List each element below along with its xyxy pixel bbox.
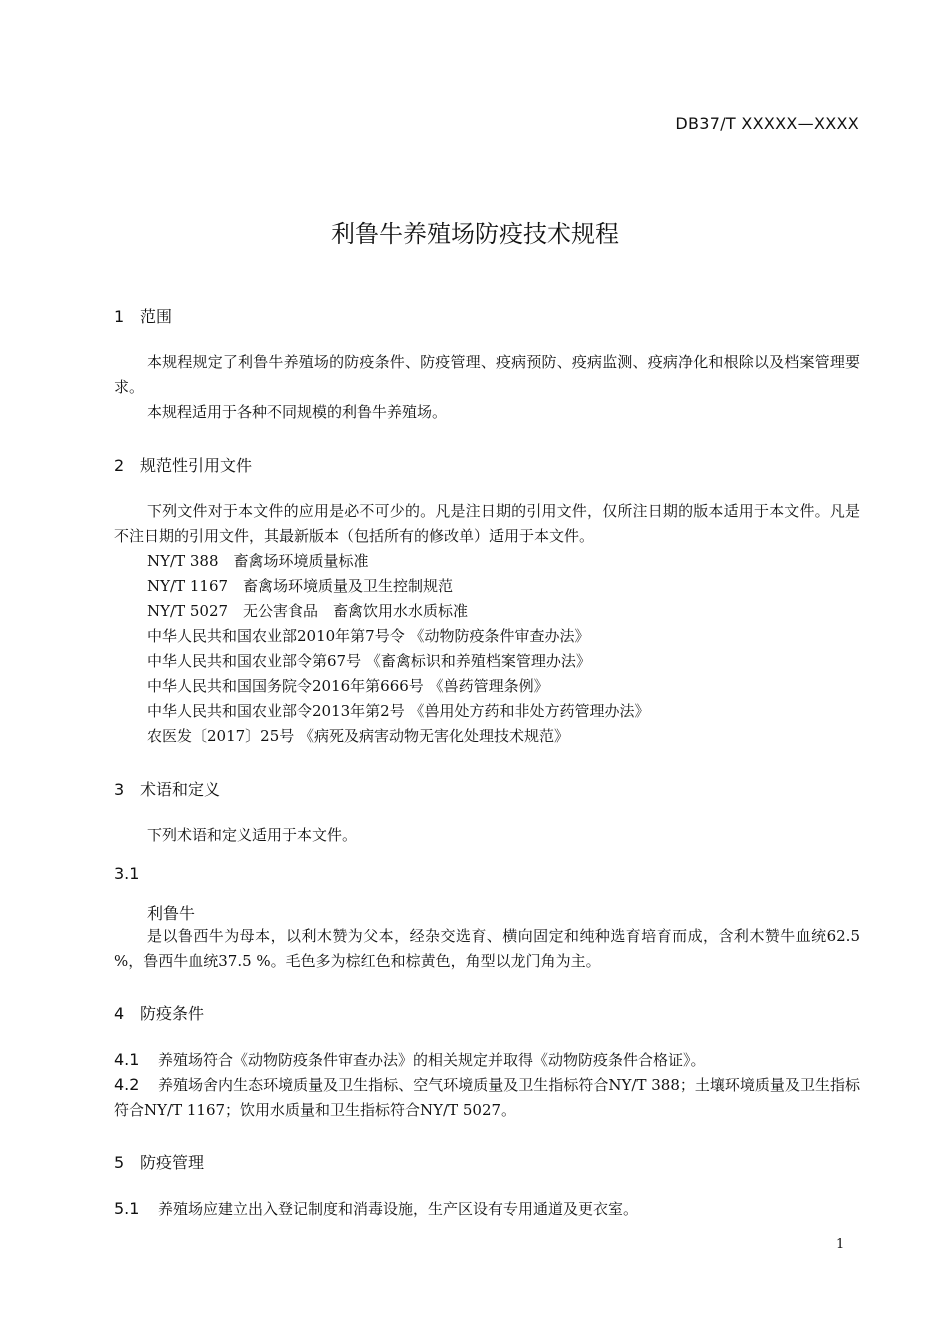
subsection-number: 3.1 xyxy=(114,864,140,883)
section-title: 范围 xyxy=(140,307,173,326)
section-title: 规范性引用文件 xyxy=(140,456,253,475)
clause-5-1 xyxy=(114,1196,860,1222)
section-number: 3 xyxy=(114,780,125,799)
clause-text: 养殖场符合《动物防疫条件审查办法》的相关规定并取得《动物防疫条件合格证》。 xyxy=(158,1051,706,1069)
paragraph: 本规程适用于各种不同规模的利鲁牛养殖场。 xyxy=(147,403,448,421)
paragraph: 下列文件对于本文件的应用是必不可少的。凡是注日期的引用文件，仅所注日期的版本适用于本文件。凡是不注日期的引用文件，其最新版本（包括所有的修改单）适用于本文件。 xyxy=(114,502,860,545)
reference-item: 中华人民共和国农业部2010年第7号令 《动物防疫条件审查办法》 xyxy=(147,627,590,645)
section-number: 4 xyxy=(114,1004,125,1023)
term-definition: 是以鲁西牛为母本，以利木赞为父本，经杂交选育、横向固定和纯种选育培育而成，含利木赞牛血统62.5 %，鲁西牛血统37.5 %。毛色多为棕红色和棕黄色，角型以龙门角为主。 xyxy=(114,927,860,970)
reference-item: 农医发〔2017〕25号 《病死及病害动物无害化处理技术规范》 xyxy=(147,727,570,745)
clause-number: 4.2 xyxy=(114,1075,140,1094)
section-number: 5 xyxy=(114,1153,125,1172)
document-number: DB37/T XXXXX—XXXX xyxy=(675,114,859,133)
section-title: 防疫管理 xyxy=(140,1153,205,1172)
clause-text: 养殖场舍内生态环境质量及卫生指标、空气环境质量及卫生指标符合NY/T 388；土壤环境质量及卫生指标符合NY/T 1167；饮用水质量和卫生指标符合NY/T 5027。 xyxy=(114,1076,860,1119)
section-heading-2 xyxy=(114,453,252,476)
section-heading-4 xyxy=(114,1001,204,1024)
paragraph: 下列术语和定义适用于本文件。 xyxy=(147,826,358,844)
section-heading-1 xyxy=(114,304,172,327)
term-name: 利鲁牛 xyxy=(147,904,196,923)
section-title: 防疫条件 xyxy=(140,1004,205,1023)
section-heading-3 xyxy=(114,777,220,800)
reference-item: NY/T 5027 无公害食品 畜禽饮用水水质标准 xyxy=(147,602,469,620)
section-number: 2 xyxy=(114,456,125,475)
clause-4-1 xyxy=(114,1047,860,1073)
clause-4-2 xyxy=(114,1072,860,1123)
section-title: 术语和定义 xyxy=(140,780,221,799)
clause-number: 4.1 xyxy=(114,1050,140,1069)
clause-text: 养殖场应建立出入登记制度和消毒设施，生产区设有专用通道及更衣室。 xyxy=(158,1200,639,1218)
section-heading-5 xyxy=(114,1150,204,1173)
reference-item: NY/T 388 畜禽场环境质量标准 xyxy=(147,552,369,570)
reference-item: 中华人民共和国国务院令2016年第666号 《兽药管理条例》 xyxy=(147,677,549,695)
section-number: 1 xyxy=(114,307,125,326)
page-title: 利鲁牛养殖场防疫技术规程 xyxy=(331,220,619,248)
reference-item: NY/T 1167 畜禽场环境质量及卫生控制规范 xyxy=(147,577,454,595)
reference-item: 中华人民共和国农业部令第67号 《畜禽标识和养殖档案管理办法》 xyxy=(147,652,591,670)
page-number: 1 xyxy=(836,1237,845,1252)
paragraph: 本规程规定了利鲁牛养殖场的防疫条件、防疫管理、疫病预防、疫病监测、疫病净化和根除以及档案管理要求。 xyxy=(114,353,860,396)
clause-number: 5.1 xyxy=(114,1199,140,1218)
reference-item: 中华人民共和国农业部令2013年第2号 《兽用处方药和非处方药管理办法》 xyxy=(147,702,650,720)
